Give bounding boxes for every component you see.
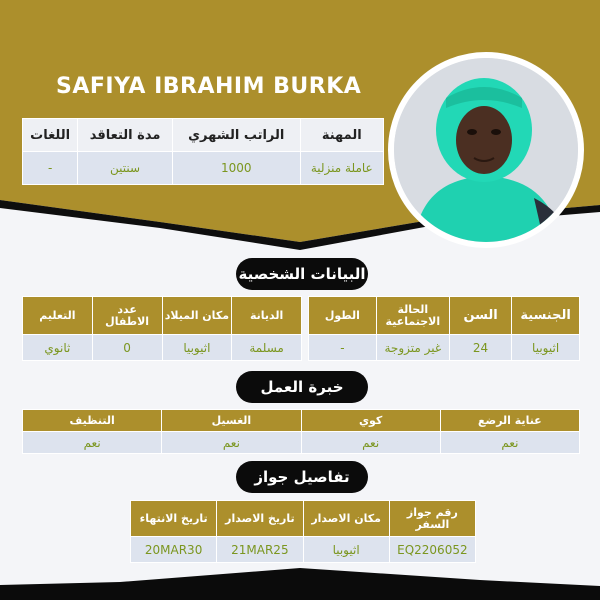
laundry-value: نعم — [162, 432, 301, 454]
languages-header: اللغات — [23, 119, 78, 152]
religion-header: الديانة — [232, 297, 302, 335]
ironing-value: نعم — [301, 432, 440, 454]
birthplace-value: اثيوبيا — [162, 335, 232, 361]
height-header: الطول — [309, 297, 377, 335]
languages-value: - — [23, 152, 78, 185]
nationality-header: الجنسية — [512, 297, 580, 335]
expiry-date-value: 20MAR30 — [131, 537, 217, 563]
worker-name: SAFIYA IBRAHIM BURKA — [56, 74, 362, 99]
children-header: عدد الاطفال — [92, 297, 162, 335]
birthplace-header: مكان الميلاد — [162, 297, 232, 335]
issue-place-value: اثيوبيا — [303, 537, 389, 563]
work-experience-table — [22, 409, 580, 454]
education-header: التعليم — [23, 297, 93, 335]
education-value: ثانوي — [23, 335, 93, 361]
cleaning-value: نعم — [23, 432, 162, 454]
profession-value: عاملة منزلية — [300, 152, 383, 185]
infant-care-header: عناية الرضع — [440, 410, 579, 432]
height-value: - — [309, 335, 377, 361]
profile-photo — [388, 52, 584, 248]
infant-care-value: نعم — [440, 432, 579, 454]
personal-left-table — [22, 296, 302, 361]
contract-duration-value: سنتين — [78, 152, 173, 185]
contract-duration-header: مدة التعاقد — [78, 119, 173, 152]
personal-info-title: البيانات الشخصية — [236, 258, 368, 290]
profession-header: المهنة — [300, 119, 383, 152]
laundry-header: الغسيل — [162, 410, 301, 432]
age-value: 24 — [449, 335, 511, 361]
passport-table — [130, 500, 476, 563]
issue-date-value: 21MAR25 — [217, 537, 303, 563]
marital-status-header: الحالة الاجتماعية — [376, 297, 449, 335]
nationality-value: اثيوبيا — [512, 335, 580, 361]
work-experience-title: خبرة العمل — [236, 371, 368, 403]
marital-status-value: غير متزوجة — [376, 335, 449, 361]
issue-date-header: تاريخ الاصدار — [217, 501, 303, 537]
age-header: السن — [449, 297, 511, 335]
job-summary-table — [22, 118, 384, 185]
cleaning-header: التنظيف — [23, 410, 162, 432]
passport-details-title: تفاصيل جواز — [236, 461, 368, 493]
children-value: 0 — [92, 335, 162, 361]
monthly-salary-value: 1000 — [172, 152, 300, 185]
religion-value: مسلمة — [232, 335, 302, 361]
passport-number-header: رقم جواز السفر — [389, 501, 475, 537]
person-portrait-icon — [394, 58, 578, 242]
monthly-salary-header: الراتب الشهري — [172, 119, 300, 152]
issue-place-header: مكان الاصدار — [303, 501, 389, 537]
passport-number-value: EQ2206052 — [389, 537, 475, 563]
ironing-header: كوي — [301, 410, 440, 432]
personal-right-table — [308, 296, 580, 361]
expiry-date-header: تاريخ الانتهاء — [131, 501, 217, 537]
